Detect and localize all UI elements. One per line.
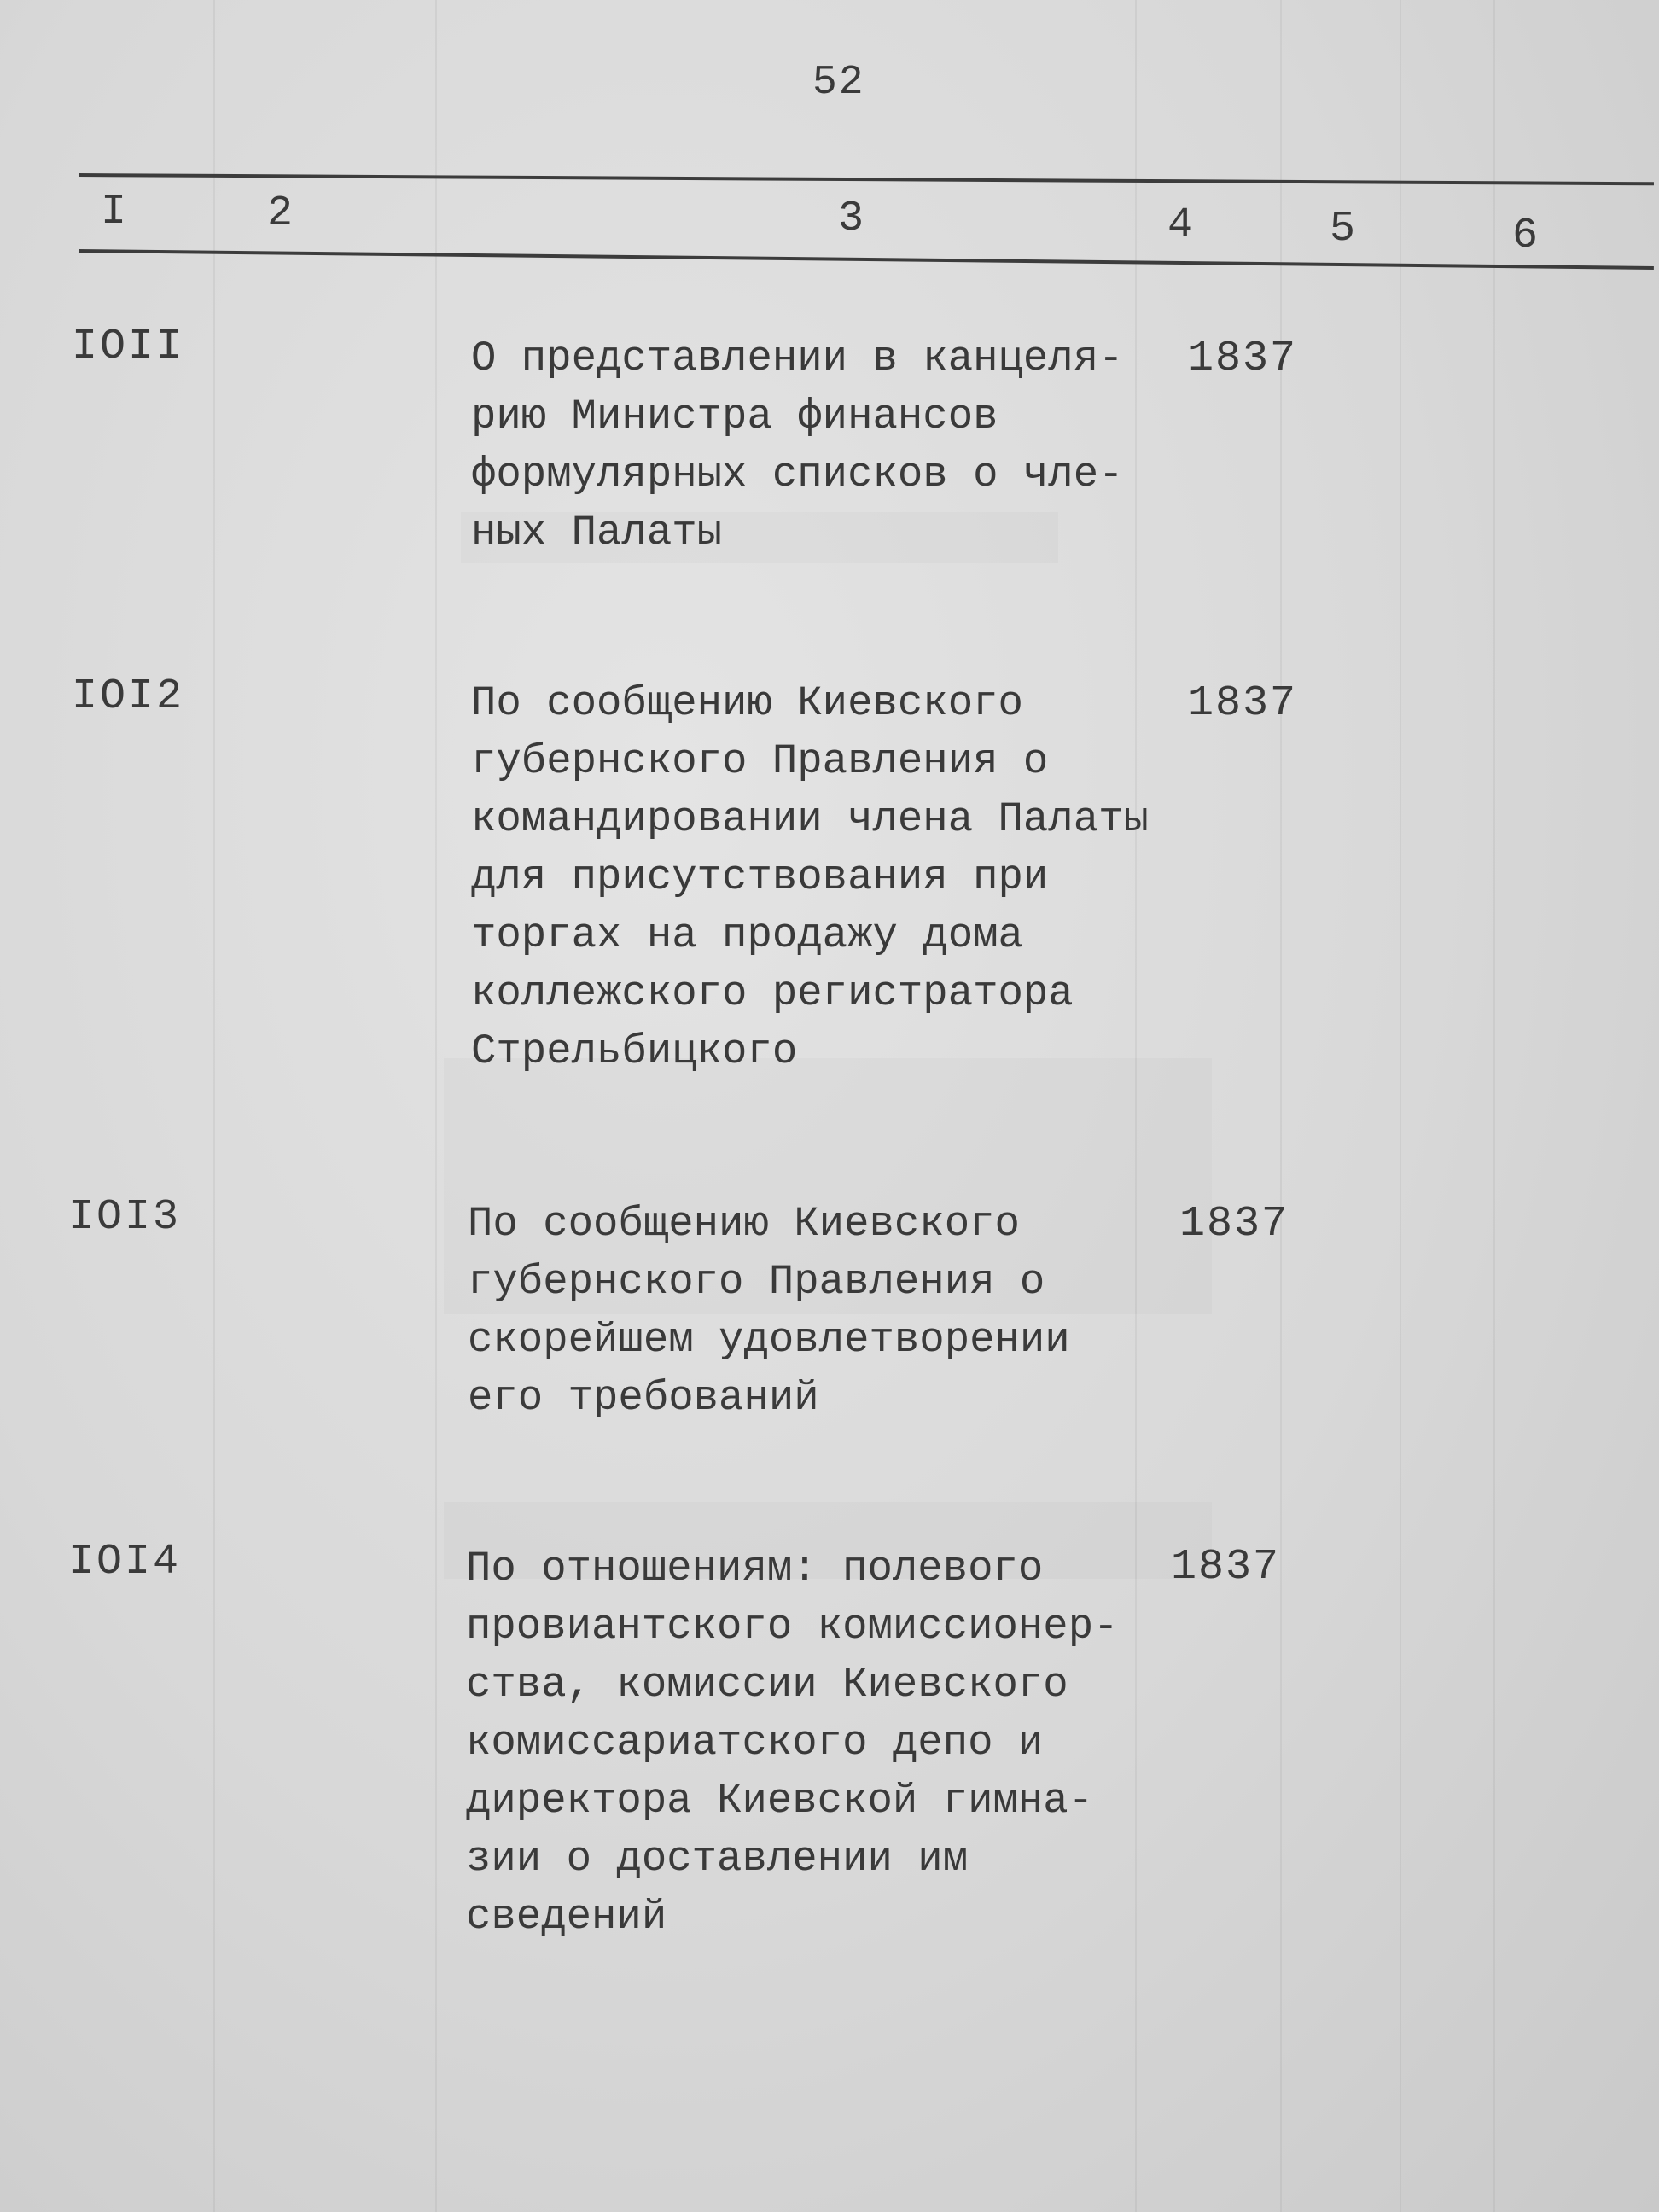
column-guide bbox=[213, 0, 215, 2212]
header-rule-bottom bbox=[79, 249, 1654, 270]
column-guide bbox=[1400, 0, 1401, 2212]
entry-year: 1837 bbox=[1179, 1200, 1289, 1249]
column-header-1: I bbox=[101, 188, 127, 236]
header-rule-top bbox=[79, 173, 1654, 185]
column-header-5: 5 bbox=[1330, 205, 1356, 253]
column-guide bbox=[1493, 0, 1495, 2212]
entry-description: По сообщению Киевского губернского Правления о командировании члена Палаты для присутствования при торгах на продажу дома коллежского регистратора Стрельбицкого bbox=[471, 679, 1149, 1075]
column-header-2: 2 bbox=[267, 189, 294, 238]
column-guide bbox=[1280, 0, 1282, 2212]
entry-number: IOII bbox=[72, 323, 185, 371]
entry-year: 1837 bbox=[1188, 679, 1298, 728]
column-header-3: 3 bbox=[838, 195, 864, 243]
column-guide bbox=[435, 0, 437, 2212]
column-header-4: 4 bbox=[1167, 201, 1194, 250]
entry-year: 1837 bbox=[1171, 1543, 1281, 1592]
page-number: 52 bbox=[812, 60, 865, 106]
column-header-6: 6 bbox=[1512, 212, 1539, 260]
entry-description: О представлении в канцеля- рию Министра финансов формулярных списков о чле- ных Палаты bbox=[471, 335, 1124, 556]
entry-number: IOI3 bbox=[68, 1193, 182, 1242]
entry-number: IOI2 bbox=[72, 672, 185, 721]
entry-year: 1837 bbox=[1188, 335, 1298, 383]
entry-description: По сообщению Киевского губернского Правления о скорейшем удовлетворении его требований bbox=[468, 1200, 1070, 1422]
entry-number: IOI4 bbox=[68, 1538, 182, 1586]
entry-description: По отношениям: полевого провиантского комиссионер- ства, комиссии Киевского комиссариатского депо и директора Киевской гимна- зии о доставлении им сведений bbox=[466, 1545, 1119, 1941]
